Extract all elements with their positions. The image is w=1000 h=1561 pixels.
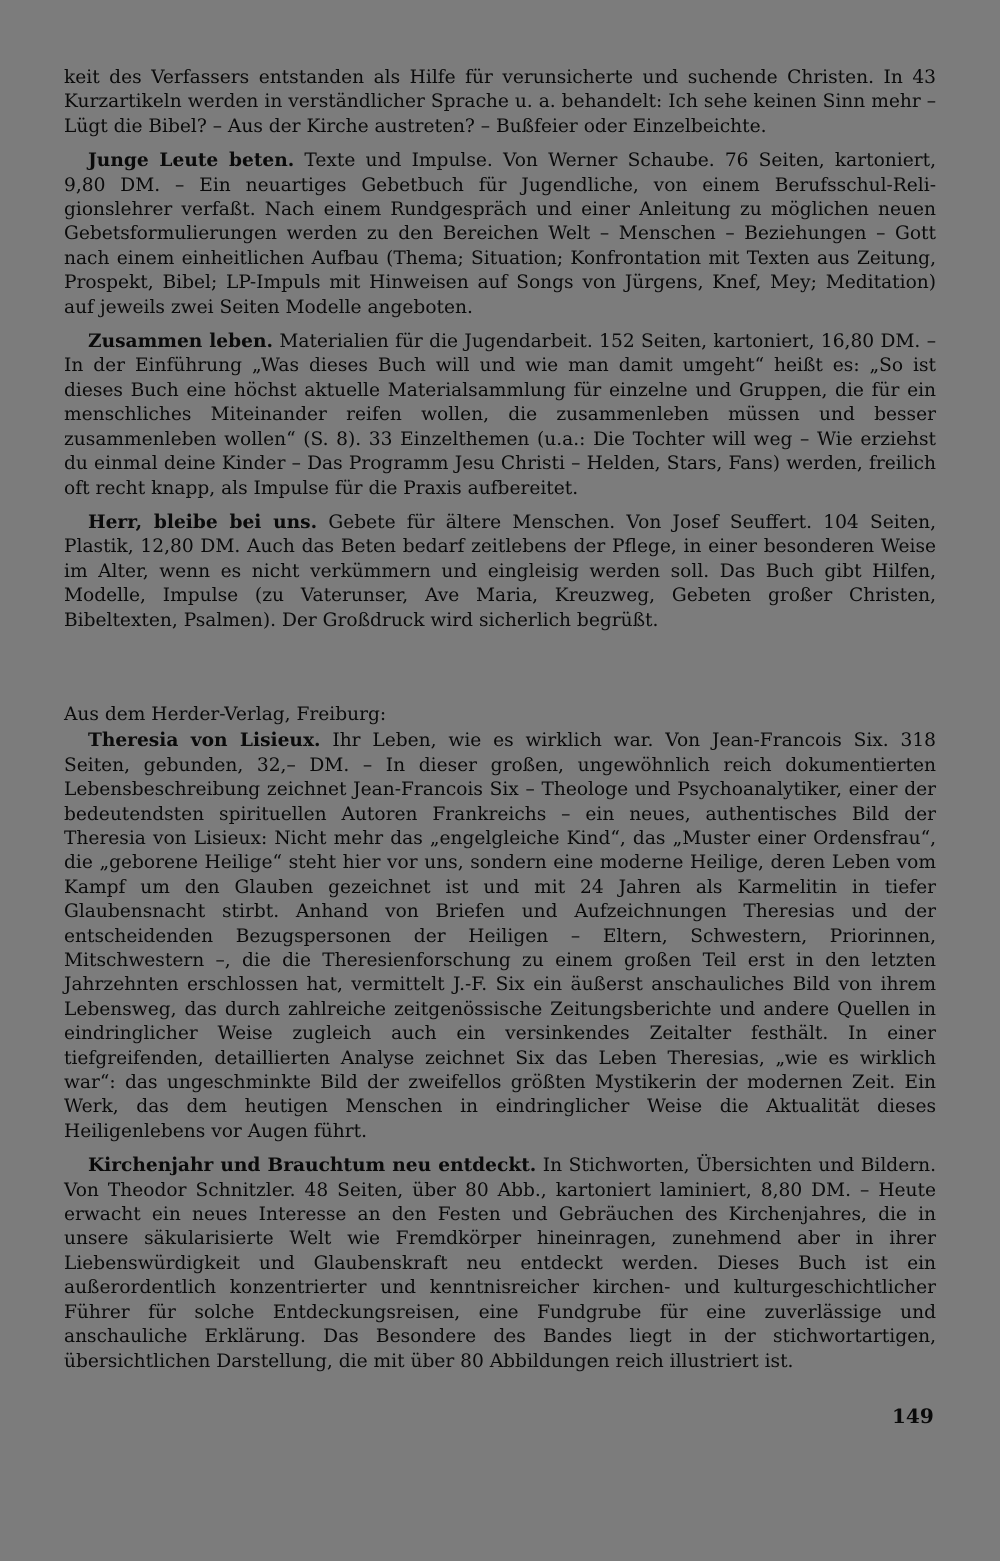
review-kirchenjahr bbox=[64, 1154, 936, 1374]
review-theresia-von-lisieux bbox=[64, 729, 936, 1144]
review-text: In Stichworten, Übersichten und Bildern. Von Theodor Schnitzler. 48 Seiten, über 80 Abb., kartoniert laminiert, 8,80 DM. – Heute erwacht ein neues Interesse an den Festen und Gebräuchen des Kirchenjahres, die in unsere säkularisierte Welt wie Fremdkörper hineinragen, zunehmend aber in ihrer Liebenswürdigkeit und Glaubenskraft neu entdeckt werden. Dieses Buch ist ein außerordentlich konzentrierter und kenntnisreicher kirchen- und kulturgeschichtlicher Führer für solche Entdeckungsreisen, eine Fundgrube für eine zuverlässige und anschauliche Erklärung. Das Besondere des Bandes liegt in der stichwortartigen, übersichtlichen Darstellung, die mit über 80 Abbildungen reich illustriert ist. bbox=[64, 1155, 936, 1372]
paragraph-continuation bbox=[64, 66, 936, 139]
book-title: Herr, bleibe bei uns. bbox=[88, 511, 318, 533]
review-junge-leute-beten bbox=[64, 149, 936, 320]
page-body bbox=[64, 66, 936, 1374]
book-title: Theresia von Lisieux. bbox=[88, 730, 321, 752]
book-title: Kirchenjahr und Brauchtum neu entdeckt. bbox=[88, 1155, 537, 1177]
book-title: Zusammen leben. bbox=[88, 331, 273, 353]
review-zusammen-leben bbox=[64, 330, 936, 501]
review-text: Texte und Impulse. Von Werner Schaube. 76 Seiten, kartoniert, 9,80 DM. – Ein neuartiges Gebetbuch für Jugendliche, von einem Berufsschul-Religionslehrer verfaßt. Nach einem Rundgespräch und einer Anleitung zu möglichen neuen Gebetsformulierungen werden zu den Bereichen Welt – Menschen – Beziehungen – Gott nach einem einheitlichen Aufbau (Thema; Situation; Konfrontation mit Texten aus Zeitung, Prospekt, Bibel; LP-Impuls mit Hinweisen auf Songs von Jürgens, Knef, Mey; Meditation) auf jeweils zwei Seiten Modelle angeboten. bbox=[64, 150, 936, 318]
review-text: Gebete für ältere Menschen. Von Josef Seuffert. 104 Seiten, Plastik, 12,80 DM. Auch das Beten bedarf zeitlebens der Pflege, in einer besonderen Weise im Alter, wenn es nicht verkümmern und eingleisig werden soll. Das Buch gibt Hilfen, Modelle, Impulse (zu Vaterunser, Ave Maria, Kreuzweg, Gebeten großer Christen, Bibeltexten, Psalmen). Der Großdruck wird sicherlich begrüßt. bbox=[64, 511, 937, 631]
review-herr-bleibe-bei-uns bbox=[64, 511, 936, 633]
review-text: Materialien für die Jugendarbeit. 152 Seiten, kartoniert, 16,80 DM. – In der Einführung „Was dieses Buch will und wie man damit umgeht“ heißt es: „So ist dieses Buch eine höchst aktuelle Materialsammlung für einzelne und Gruppen, die für ein menschliches Miteinander reifen wollen, die zusammenleben müssen und besser zusammenleben wollen“ (S. 8). 33 Einzelthemen (u.a.: Die Tochter will weg – Wie erziehst du einmal deine Kinder – Das Programm Jesu Christi – Helden, Stars, Fans) werden, freilich oft recht knapp, als Impulse für die Praxis aufbereitet. bbox=[64, 331, 936, 499]
paragraph-text: keit des Verfassers entstanden als Hilfe für verunsicherte und suchende Christen. In 43 Kurzartikeln werden in verständlicher Sprache u. a. behandelt: Ich sehe keinen Sinn mehr – Lügt die Bibel? – Aus der Kirche austreten? – Bußfeier oder Einzelbeichte. bbox=[64, 67, 936, 137]
book-title: Junge Leute beten. bbox=[88, 150, 295, 172]
publisher-heading: Aus dem Herder-Verlag, Freiburg: bbox=[64, 703, 387, 725]
review-text: Ihr Leben, wie es wirklich war. Von Jean-Francois Six. 318 Seiten, gebunden, 32,– DM. – In dieser großen, ungewöhnlich reich dokumentierten Lebensbeschreibung zeichnet Jean-Francois Six – Theologe und Psychoanalytiker, einer der bedeutendsten spirituellen Autoren Frankreichs – ein neues, authentisches Bild der Theresia von Lisieux: Nicht mehr das „engelgleiche Kind“, das „Muster einer Ordensfrau“, die „geborene Heilige“ steht hier vor uns, sondern eine moderne Heilige, deren Leben vom Kampf um den Glauben gezeichnet ist und mit 24 Jahren als Karmelitin in tiefer Glaubensnacht stirbt. Anhand von Briefen und Aufzeichnungen Theresias und der entscheidenden Bezugspersonen der Heiligen – Eltern, Schwestern, Priorinnen, Mitschwestern –, die die Theresienforschung zu einem großen Teil erst in den letzten Jahrzehnten erschlossen hat, vermittelt J.-F. Six ein äußerst anschauliches Bild von ihrem Lebensweg, das durch zahlreiche zeitgenössische Zeitungsberichte und andere Quellen in eindringlicher Weise zugleich auch ein versinkendes Zeitalter festhält. In einer tiefgreifenden, detaillierten Analyse zeichnet Six das Leben Theresias, „wie es wirklich war“: das ungeschminkte Bild der zweifellos größten Mystikerin der modernen Zeit. Ein Werk, das dem heutigen Menschen in eindringlicher Weise die Aktualität dieses Heiligenlebens vor Augen führt. bbox=[64, 730, 936, 1142]
page-number: 149 bbox=[892, 1404, 934, 1428]
